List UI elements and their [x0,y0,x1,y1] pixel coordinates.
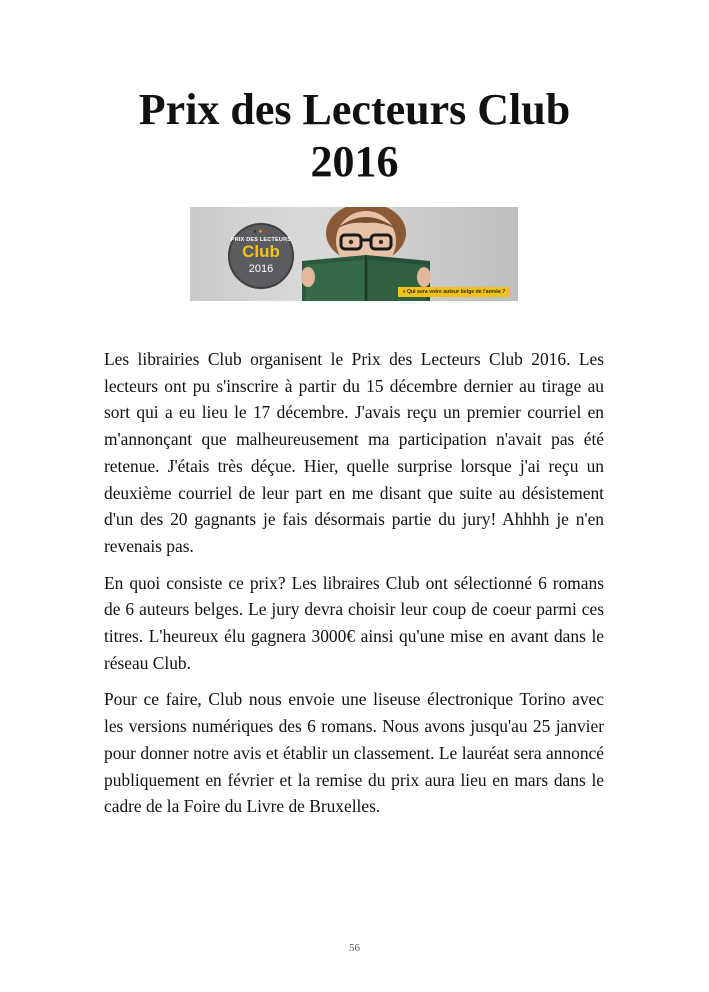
club-badge-logo [228,223,294,289]
banner-tagline: » Qui sera votre auteur belge de l'année ? [398,287,510,297]
left-hand-shape [301,267,315,287]
right-hand-shape [417,267,431,287]
badge-top-text: PRIX DES LECTEURS [230,237,292,243]
paragraph-2: En quoi consiste ce prix? Les libraires Club ont sélectionné 6 romans de 6 auteurs belges. Le jury devra choisir leur coup de coeur parmi ces titres. L'heureux élu gagnera 3000€ ainsi qu'une mise en avant dans le réseau Club. [104,572,604,673]
paragraph-3: Pour ce faire, Club nous envoie une liseuse électronique Torino avec les versions numériques des 6 romans. Nous avons jusqu'au 25 janvier pour donner notre avis et établir un classement. Le lauréat sera annoncé publiquement en février et la remise du prix aura lieu en mars dans le cadre de la Foire du Livre de Bruxelles. [104,689,604,817]
paragraph-1: Les librairies Club organisent le Prix des Lecteurs Club 2016. Les lecteurs ont pu s'inscrire à partir du 15 décembre dernier au tirage au sort qui a eu lieu le 17 décembre. J'avais reçu un premier courriel en m'annonçant que malheureusement ma participation n'avait pas été retenue. J'étais très déçue. Hier, quelle surprise lorsque j'ai reçu un deuxième courriel de leur part en me disant que suite au désistement d'un des 20 gagnants je fais désormais partie du jury! Ahhhh je n'en revenais pas. [104,349,604,556]
badge-stars-icon: ★★★ [252,229,270,235]
badge-year-text: 2016 [248,263,274,275]
page-number: 56 [349,942,360,954]
banner-image [190,207,518,301]
page-title-line-2: 2016 [310,137,399,186]
page-title [0,84,709,188]
badge-club-text: Club [242,242,280,261]
page-title-line-1: Prix des Lecteurs Club [138,85,571,134]
article-body [104,346,604,830]
